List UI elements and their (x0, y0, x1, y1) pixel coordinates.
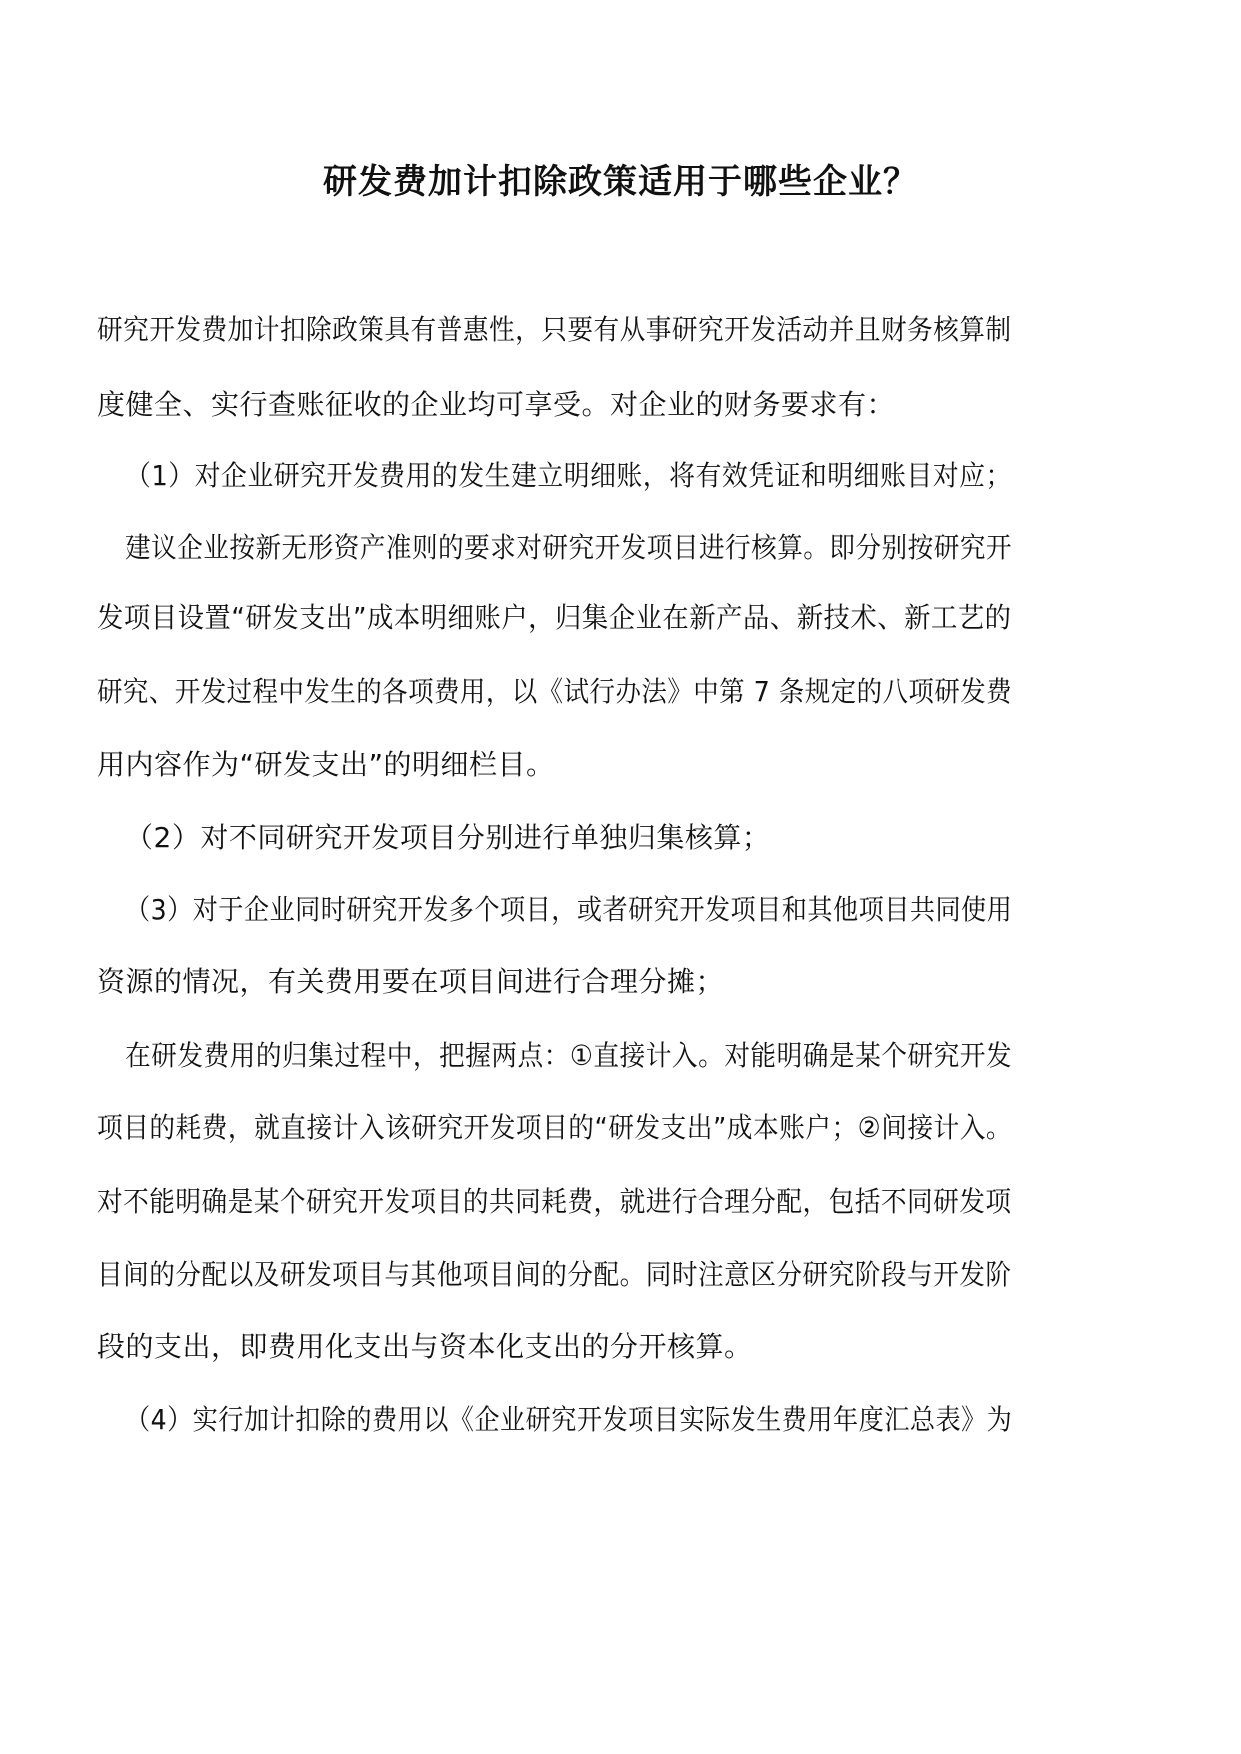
paragraph-line: 建议企业按新无形资产准则的要求对研究开发项目进行核算。即分别按研究开 (125, 531, 1013, 564)
paragraph-line: 研究、开发过程中发生的各项费用，以《试行办法》中第 7 条规定的八项研发费 (97, 675, 1013, 708)
paragraph-line: （3）对于企业同时研究开发多个项目，或者研究开发项目和其他项目共同使用 (125, 893, 1013, 926)
paragraph-line: 对不能明确是某个研究开发项目的共同耗费，就进行合理分配，包括不同研发项 (97, 1185, 1012, 1218)
document-title: 研发费加计扣除政策适用于哪些企业？ (323, 162, 918, 202)
paragraph-line: （1）对企业研究开发费用的发生建立明细账，将有效凭证和明细账目对应； (125, 459, 1012, 492)
paragraph-line: 资源的情况，有关费用要在项目间进行合理分摊； (97, 965, 725, 998)
paragraph-line: 发项目设置“研发支出”成本明细账户，归集企业在新产品、新技术、新工艺的 (97, 601, 1012, 634)
paragraph-line: 目间的分配以及研发项目与其他项目间的分配。同时注意区分研究阶段与开发阶 (97, 1258, 1012, 1291)
paragraph-line: 研究开发费加计扣除政策具有普惠性，只要有从事研究开发活动并且财务核算制 (97, 313, 1012, 346)
paragraph-line: 在研发费用的归集过程中，把握两点：①直接计入。对能明确是某个研究开发 (125, 1039, 1013, 1072)
paragraph-line: 用内容作为“研发支出”的明细栏目。 (97, 748, 555, 781)
paragraph-line: （4）实行加计扣除的费用以《企业研究开发项目实际发生费用年度汇总表》为 (125, 1403, 1013, 1436)
paragraph-line: 度健全、实行查账征收的企业均可享受。对企业的财务要求有： (97, 388, 896, 421)
paragraph-line: 段的支出，即费用化支出与资本化支出的分开核算。 (97, 1330, 753, 1363)
paragraph-line: 项目的耗费，就直接计入该研究开发项目的“研发支出”成本账户；②间接计入。 (97, 1111, 1013, 1144)
paragraph-line: （2）对不同研究开发项目分别进行单独归集核算； (125, 821, 771, 854)
